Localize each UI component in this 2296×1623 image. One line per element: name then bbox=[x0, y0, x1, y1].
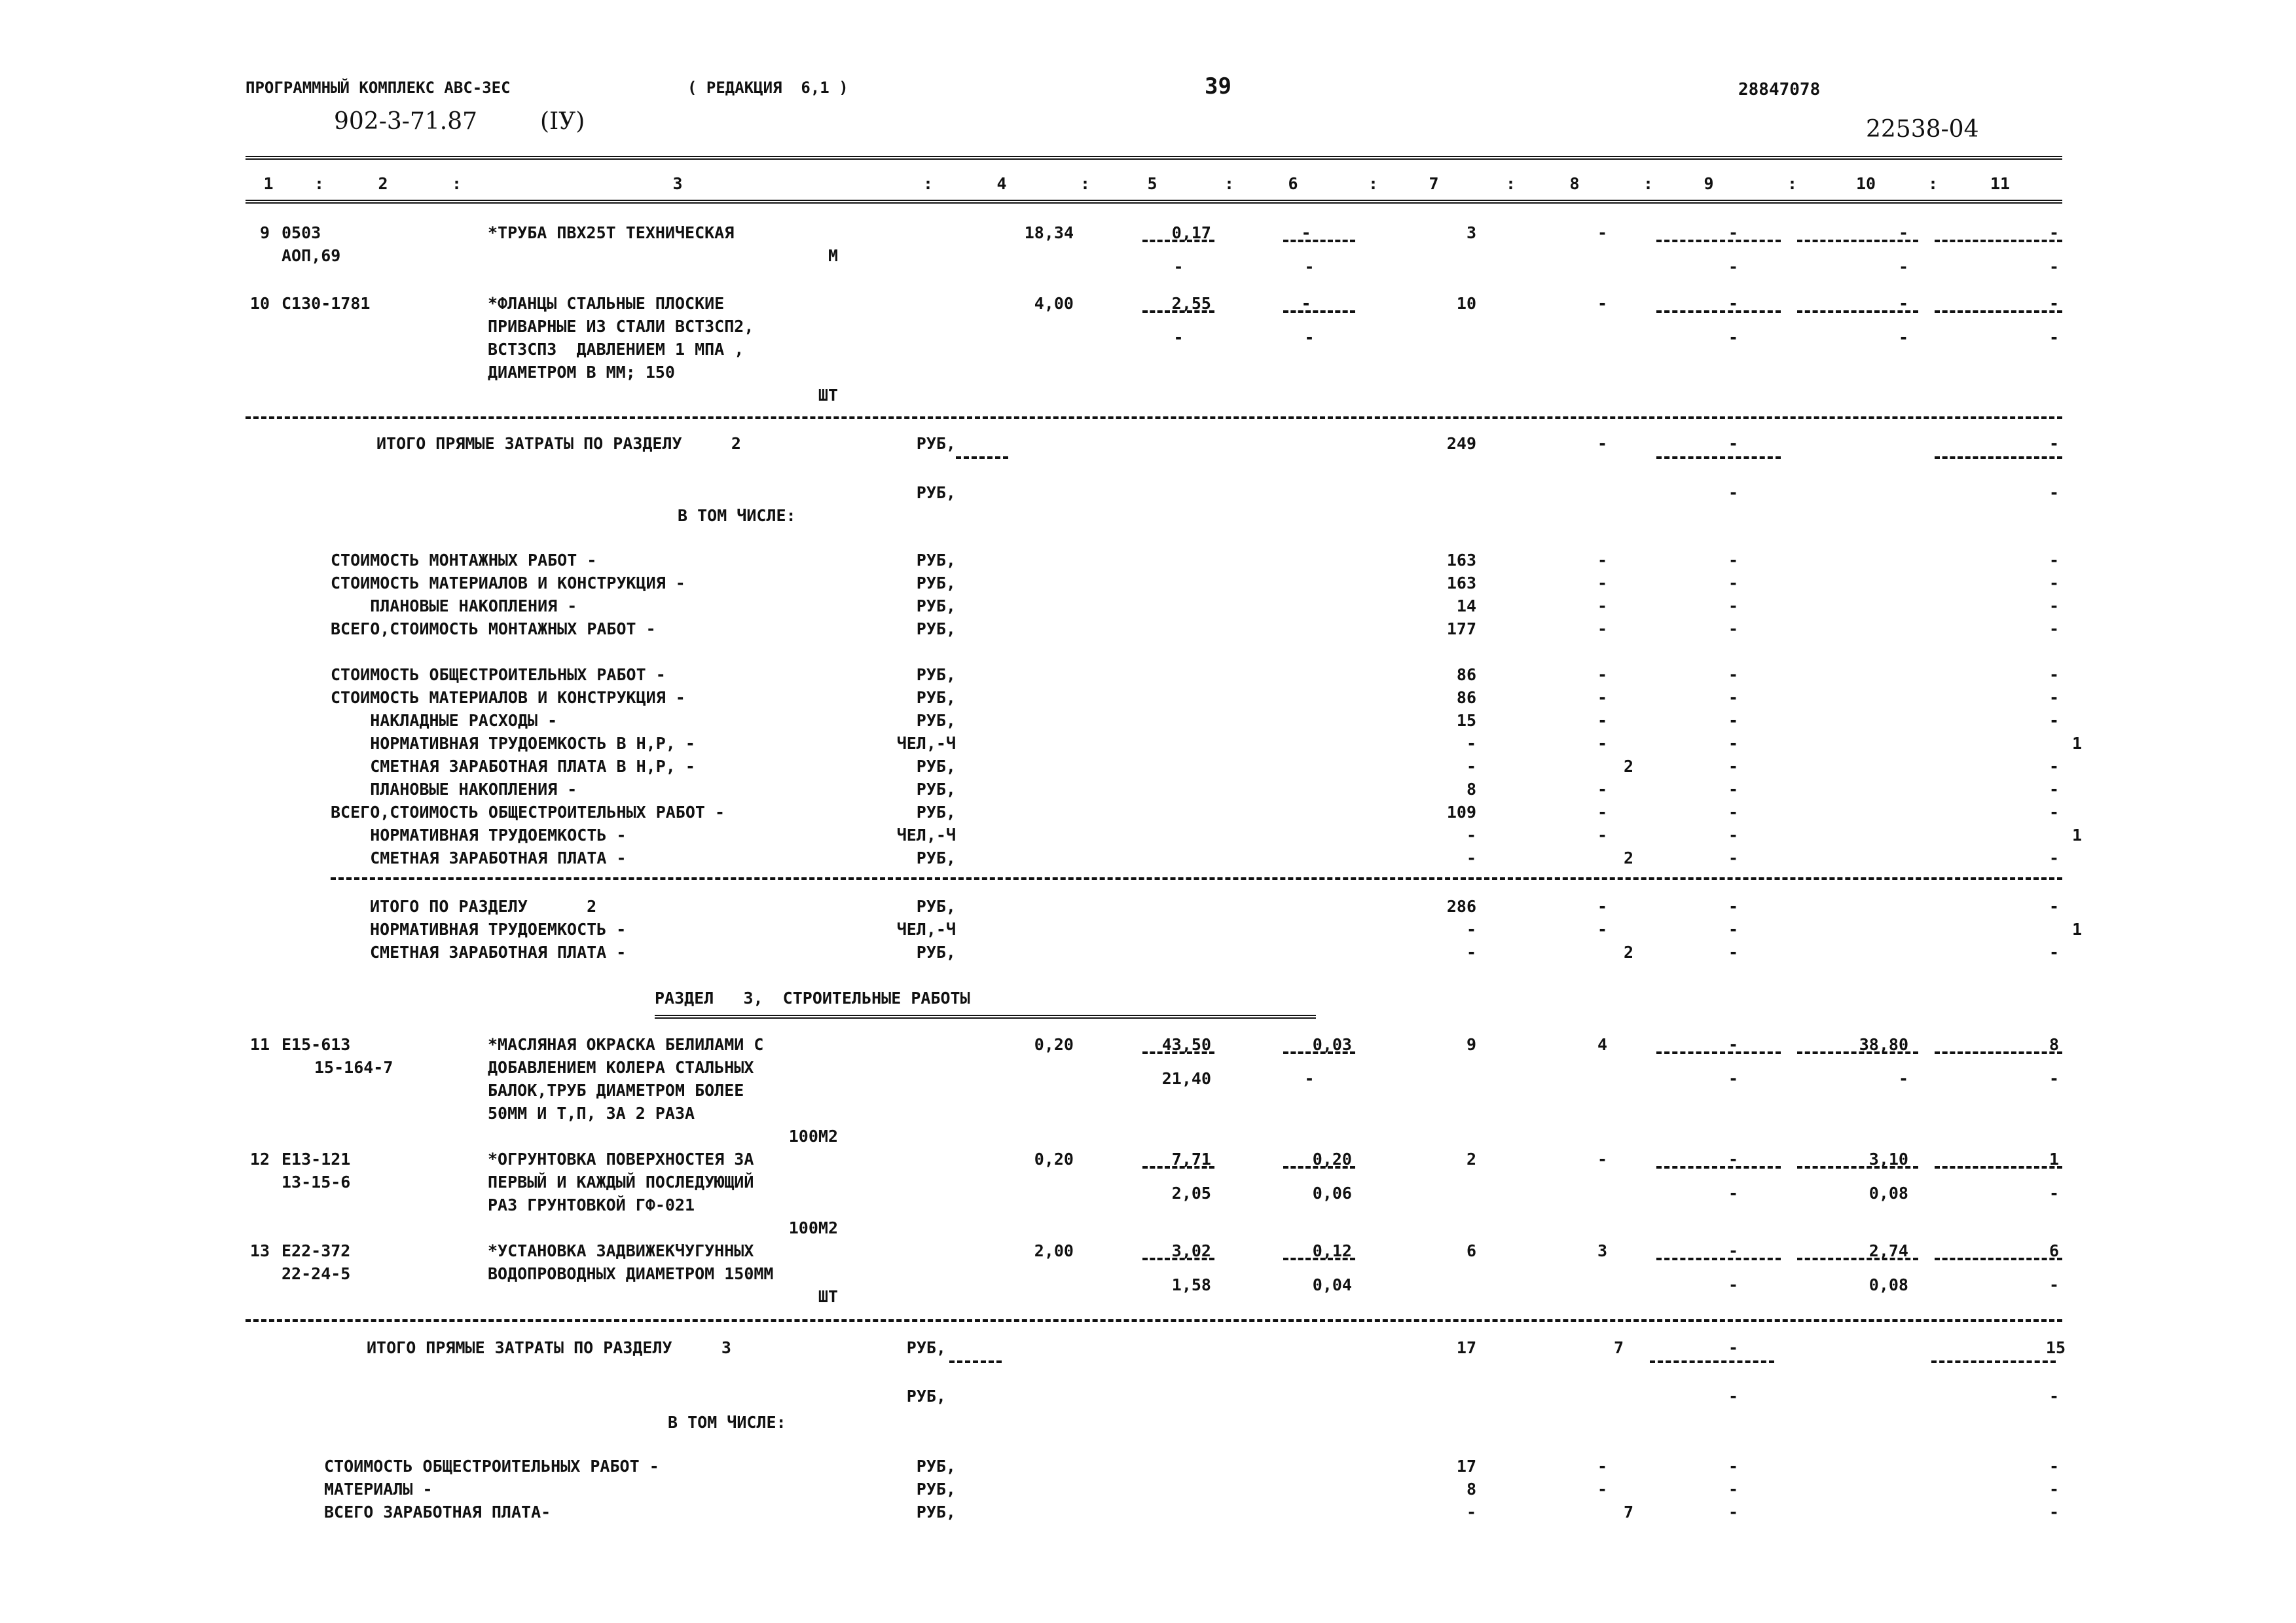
item-9-desc: *ТРУБА ПВХ25Т ТЕХНИЧЕСКАЯ bbox=[488, 223, 735, 242]
section2-row-unit: РУБ, bbox=[916, 780, 956, 799]
section2-incl-label: В ТОМ ЧИСЛЕ: bbox=[678, 506, 796, 525]
section2-row-c9: - bbox=[1728, 734, 1738, 753]
item-13-c6b: 0,04 bbox=[1312, 1275, 1352, 1294]
header-rule-bottom bbox=[246, 200, 2062, 204]
column-separator: : bbox=[1506, 174, 1516, 193]
item-10-c9a: - bbox=[1728, 294, 1738, 313]
section2-summary-unit: РУБ, bbox=[916, 897, 956, 916]
section3-row-c11: - bbox=[2049, 1480, 2059, 1499]
section3-total-c11: 15 bbox=[2045, 1338, 2066, 1357]
section2-row-c7: 14 bbox=[1456, 596, 1476, 615]
item-9-c9b: - bbox=[1728, 257, 1738, 276]
section2-summary-c7: - bbox=[1466, 920, 1476, 939]
section3-row-c8: - bbox=[1597, 1457, 1607, 1476]
section2-row-unit: РУБ, bbox=[916, 848, 956, 867]
item-9-unit: М bbox=[828, 246, 838, 265]
section3-total-unit2: РУБ, bbox=[906, 1387, 946, 1406]
section3-row-c11: - bbox=[2049, 1503, 2059, 1522]
item-10-desc: ПРИВАРНЫЕ ИЗ СТАЛИ ВСТ3СП2, bbox=[488, 317, 754, 336]
section2-row-c9: - bbox=[1728, 596, 1738, 615]
section2-total-unit2: РУБ, bbox=[916, 483, 956, 502]
item-10-c11b: - bbox=[2049, 328, 2059, 347]
item-12-unit: 100М2 bbox=[788, 1218, 838, 1237]
section2-row-c9: - bbox=[1728, 551, 1738, 570]
cell-divider bbox=[1935, 456, 2062, 459]
section2-row-c9: - bbox=[1728, 688, 1738, 707]
section2-row-c9: - bbox=[1728, 574, 1738, 593]
section2-summary-rule bbox=[331, 877, 2062, 880]
item-11-c11a: 8 bbox=[2049, 1035, 2059, 1054]
column-separator: : bbox=[452, 174, 462, 193]
item-13-qty: 2,00 bbox=[1034, 1241, 1074, 1260]
item-9-c10b: - bbox=[1898, 257, 1908, 276]
column-separator: : bbox=[1368, 174, 1379, 193]
item-13-c9a: - bbox=[1728, 1241, 1738, 1260]
section2-row-c7: 177 bbox=[1446, 619, 1476, 638]
item-9-c5a: 0,17 bbox=[1171, 223, 1211, 242]
item-13-c5b: 1,58 bbox=[1171, 1275, 1211, 1294]
section2-row-c8: - bbox=[1597, 551, 1607, 570]
item-9-c8: - bbox=[1597, 223, 1607, 242]
cell-divider bbox=[1935, 1051, 2062, 1054]
item-9-c5b: - bbox=[1173, 257, 1184, 276]
item-12-c11b: - bbox=[2049, 1184, 2059, 1203]
section2-row-label: НАКЛАДНЫЕ РАСХОДЫ - bbox=[331, 711, 558, 730]
item-13-c5a: 3,02 bbox=[1171, 1241, 1211, 1260]
section2-row-c7: 15 bbox=[1456, 711, 1476, 730]
item-12-c11a: 1 bbox=[2049, 1150, 2059, 1169]
item-12-c10a: 3,10 bbox=[1868, 1150, 1908, 1169]
column-header: 8 bbox=[1569, 174, 1580, 193]
cell-divider bbox=[1931, 1360, 2056, 1363]
section2-row-c11: - bbox=[2049, 596, 2059, 615]
column-header: 2 bbox=[378, 174, 388, 193]
section2-summary-unit: РУБ, bbox=[916, 943, 956, 962]
column-header: 7 bbox=[1429, 174, 1439, 193]
section2-row-c8: - bbox=[1597, 596, 1607, 615]
section2-row-label: СТОИМОСТЬ МАТЕРИАЛОВ И КОНСТРУКЦИЯ - bbox=[331, 574, 685, 593]
section2-row-c8: 2 bbox=[1623, 848, 1633, 867]
item-10-c11a: - bbox=[2049, 294, 2059, 313]
item-12-c10b: 0,08 bbox=[1868, 1184, 1908, 1203]
item-11-c5a: 43,50 bbox=[1161, 1035, 1211, 1054]
section2-row-unit: РУБ, bbox=[916, 711, 956, 730]
section3-total-c9: - bbox=[1728, 1338, 1738, 1357]
cell-divider bbox=[949, 1360, 1002, 1363]
section2-row-label: СМЕТНАЯ ЗАРАБОТНАЯ ПЛАТА - bbox=[331, 848, 627, 867]
section2-row-c7: 163 bbox=[1446, 551, 1476, 570]
section2-row-c7: - bbox=[1466, 734, 1476, 753]
section2-row-c7: 8 bbox=[1466, 780, 1476, 799]
section2-row-label: СТОИМОСТЬ МОНТАЖНЫХ РАБОТ - bbox=[331, 551, 597, 570]
item-9-c11b: - bbox=[2049, 257, 2059, 276]
section3-row-unit: РУБ, bbox=[916, 1503, 956, 1522]
section2-total-c8: - bbox=[1597, 434, 1607, 453]
section2-row-c11: - bbox=[2049, 780, 2059, 799]
section2-row-c9: - bbox=[1728, 619, 1738, 638]
column-separator: : bbox=[1080, 174, 1091, 193]
section3-row-c7: - bbox=[1466, 1503, 1476, 1522]
cell-divider bbox=[1797, 1258, 1918, 1260]
section3-row-label: ВСЕГО ЗАРАБОТНАЯ ПЛАТА- bbox=[324, 1503, 551, 1522]
section2-row-c9: - bbox=[1728, 757, 1738, 776]
section3-row-c7: 17 bbox=[1456, 1457, 1476, 1476]
section2-row-label: ВСЕГО,СТОИМОСТЬ ОБЩЕСТРОИТЕЛЬНЫХ РАБОТ - bbox=[331, 803, 725, 822]
item-10-num: 10 bbox=[249, 294, 270, 313]
item-10-desc: ДИАМЕТРОМ В ММ; 150 bbox=[488, 363, 675, 382]
column-separator: : bbox=[314, 174, 325, 193]
item-10-c10a: - bbox=[1898, 294, 1908, 313]
section2-row-c8: - bbox=[1597, 619, 1607, 638]
section2-row-c11: - bbox=[2049, 574, 2059, 593]
section3-items-rule bbox=[246, 1319, 2062, 1322]
section2-total-c11: - bbox=[2049, 434, 2059, 453]
section3-row-c9: - bbox=[1728, 1480, 1738, 1499]
section2-summary-c7: 286 bbox=[1446, 897, 1476, 916]
item-12-c7: 2 bbox=[1466, 1150, 1476, 1169]
item-10-c5a: 2,55 bbox=[1171, 294, 1211, 313]
section2-summary-label: ИТОГО ПО РАЗДЕЛУ 2 bbox=[370, 897, 597, 916]
header-rule-top bbox=[246, 156, 2062, 160]
item-13-c10b: 0,08 bbox=[1868, 1275, 1908, 1294]
item-9-c11a: - bbox=[2049, 223, 2059, 242]
item-10-desc: *ФЛАНЦЫ СТАЛЬНЫЕ ПЛОСКИЕ bbox=[488, 294, 725, 313]
cell-divider bbox=[956, 456, 1008, 459]
item-12-c6b: 0,06 bbox=[1312, 1184, 1352, 1203]
section2-row-c11: - bbox=[2049, 711, 2059, 730]
section3-row-label: СТОИМОСТЬ ОБЩЕСТРОИТЕЛЬНЫХ РАБОТ - bbox=[324, 1457, 659, 1476]
section3-row-c8: - bbox=[1597, 1480, 1607, 1499]
section2-row-label: СТОИМОСТЬ МАТЕРИАЛОВ И КОНСТРУКЦИЯ - bbox=[331, 688, 685, 707]
section2-summary-c8: - bbox=[1597, 897, 1607, 916]
item-12-desc: ПЕРВЫЙ И КАЖДЫЙ ПОСЛЕДУЮЩИЙ bbox=[488, 1173, 754, 1192]
section2-total-c9b: - bbox=[1728, 483, 1738, 502]
section3-row-c9: - bbox=[1728, 1503, 1738, 1522]
section2-row-c8: - bbox=[1597, 734, 1607, 753]
section2-row-unit: ЧЕЛ,-Ч bbox=[896, 826, 956, 845]
item-11-c9b: - bbox=[1728, 1069, 1738, 1088]
section2-row-c11: - bbox=[2049, 848, 2059, 867]
item-11-qty: 0,20 bbox=[1034, 1035, 1074, 1054]
item-9-c6b: - bbox=[1304, 257, 1315, 276]
cell-divider bbox=[1935, 1166, 2062, 1169]
item-13-c11b: - bbox=[2049, 1275, 2059, 1294]
section2-row-c7: - bbox=[1466, 826, 1476, 845]
section2-row-c8: - bbox=[1597, 665, 1607, 684]
item-11-c10a: 38,80 bbox=[1859, 1035, 1908, 1054]
item-13-desc: *УСТАНОВКА ЗАДВИЖЕКЧУГУННЫХ bbox=[488, 1241, 754, 1260]
item-13-code: Е22-372 bbox=[282, 1241, 351, 1260]
section2-row-c7: - bbox=[1466, 757, 1476, 776]
section2-summary-c9: - bbox=[1728, 897, 1738, 916]
item-10-c6a: - bbox=[1301, 294, 1311, 313]
section2-row-c8: - bbox=[1597, 780, 1607, 799]
item-12-desc: *ОГРУНТОВКА ПОВЕРХНОСТЕЯ ЗА bbox=[488, 1150, 754, 1169]
section2-row-c11: - bbox=[2049, 619, 2059, 638]
section2-row-c9: - bbox=[1728, 711, 1738, 730]
item-13-c9b: - bbox=[1728, 1275, 1738, 1294]
section3-row-c8: 7 bbox=[1623, 1503, 1633, 1522]
program-name: ПРОГРАММНЫЙ КОМПЛЕКС АВС-ЗЕС bbox=[246, 79, 511, 97]
item-12-c8: - bbox=[1597, 1150, 1607, 1169]
section2-summary-c11: 1 bbox=[2071, 920, 2082, 939]
cell-divider bbox=[1656, 1051, 1781, 1054]
section2-row-unit: РУБ, bbox=[916, 757, 956, 776]
item-11-c5b: 21,40 bbox=[1161, 1069, 1211, 1088]
item-11-c6a: 0,03 bbox=[1312, 1035, 1352, 1054]
item-13-num: 13 bbox=[249, 1241, 270, 1260]
section3-row-c7: 8 bbox=[1466, 1480, 1476, 1499]
item-13-unit: ШТ bbox=[818, 1287, 838, 1306]
section2-row-label: ВСЕГО,СТОИМОСТЬ МОНТАЖНЫХ РАБОТ - bbox=[331, 619, 656, 638]
item-13-code2: 22-24-5 bbox=[282, 1264, 351, 1283]
section3-row-label: МАТЕРИАЛЫ - bbox=[324, 1480, 433, 1499]
section2-row-label: СТОИМОСТЬ ОБЩЕСТРОИТЕЛЬНЫХ РАБОТ - bbox=[331, 665, 666, 684]
item-9-c6a: - bbox=[1301, 223, 1311, 242]
item-11-c10b: - bbox=[1898, 1069, 1908, 1088]
cell-divider bbox=[1935, 1258, 2062, 1260]
item-9-c9a: - bbox=[1728, 223, 1738, 242]
item-9-code: 0503 bbox=[282, 223, 321, 242]
section2-row-unit: РУБ, bbox=[916, 665, 956, 684]
cell-divider bbox=[1142, 1166, 1214, 1169]
section2-summary-c7: - bbox=[1466, 943, 1476, 962]
section2-row-c11: - bbox=[2049, 803, 2059, 822]
item-11-c7: 9 bbox=[1466, 1035, 1476, 1054]
section2-summary-label: НОРМАТИВНАЯ ТРУДОЕМКОСТЬ - bbox=[370, 920, 627, 939]
section2-row-unit: РУБ, bbox=[916, 803, 956, 822]
column-header: 5 bbox=[1147, 174, 1157, 193]
column-header: 6 bbox=[1288, 174, 1298, 193]
section2-row-c7: 109 bbox=[1446, 803, 1476, 822]
section3-row-c9: - bbox=[1728, 1457, 1738, 1476]
section3-row-c11: - bbox=[2049, 1457, 2059, 1476]
section3-title: РАЗДЕЛ 3, СТРОИТЕЛЬНЫЕ РАБОТЫ bbox=[655, 989, 970, 1008]
section2-row-c7: - bbox=[1466, 848, 1476, 867]
item-9-code2: АОП,69 bbox=[282, 246, 341, 265]
item-12-num: 12 bbox=[249, 1150, 270, 1169]
column-header: 10 bbox=[1855, 174, 1876, 193]
item-11-num: 11 bbox=[249, 1035, 270, 1054]
item-13-c6a: 0,12 bbox=[1312, 1241, 1352, 1260]
item-11-c6b: - bbox=[1304, 1069, 1315, 1088]
item-10-unit: ШТ bbox=[818, 386, 838, 405]
item-12-c5a: 7,71 bbox=[1171, 1150, 1211, 1169]
sheet-code: 22538-04 bbox=[1866, 116, 1979, 143]
column-separator: : bbox=[1643, 174, 1654, 193]
column-header: 11 bbox=[1990, 174, 2011, 193]
section2-row-c7: 86 bbox=[1456, 688, 1476, 707]
item-10-c10b: - bbox=[1898, 328, 1908, 347]
column-header: 1 bbox=[263, 174, 274, 193]
section2-row-c11: - bbox=[2049, 665, 2059, 684]
item-11-desc: БАЛОК,ТРУБ ДИАМЕТРОМ БОЛЕЕ bbox=[488, 1081, 744, 1100]
item-11-code: Е15-613 bbox=[282, 1035, 351, 1054]
section2-row-c8: - bbox=[1597, 574, 1607, 593]
cell-divider bbox=[1656, 310, 1781, 313]
item-12-c9b: - bbox=[1728, 1184, 1738, 1203]
cell-divider bbox=[1656, 240, 1781, 242]
cell-divider bbox=[1935, 310, 2062, 313]
cell-divider bbox=[1656, 456, 1781, 459]
item-9-qty: 18,34 bbox=[1024, 223, 1074, 242]
item-12-code: Е13-121 bbox=[282, 1150, 351, 1169]
cell-divider bbox=[1142, 310, 1214, 313]
section3-incl-label: В ТОМ ЧИСЛЕ: bbox=[668, 1413, 786, 1432]
section2-row-c7: 86 bbox=[1456, 665, 1476, 684]
section2-row-unit: РУБ, bbox=[916, 688, 956, 707]
section2-summary-c11: - bbox=[2049, 943, 2059, 962]
cell-divider bbox=[1797, 240, 1918, 242]
section2-total-c11b: - bbox=[2049, 483, 2059, 502]
item-12-desc: РАЗ ГРУНТОВКОЙ ГФ-021 bbox=[488, 1195, 695, 1214]
section2-row-label: НОРМАТИВНАЯ ТРУДОЕМКОСТЬ В Н,Р, - bbox=[331, 734, 695, 753]
section2-total-c7: 249 bbox=[1446, 434, 1476, 453]
section2-row-unit: РУБ, bbox=[916, 551, 956, 570]
column-header: 3 bbox=[672, 174, 683, 193]
cell-divider bbox=[1650, 1360, 1774, 1363]
item-10-c9b: - bbox=[1728, 328, 1738, 347]
column-separator: : bbox=[923, 174, 934, 193]
item-13-c8: 3 bbox=[1597, 1241, 1607, 1260]
section2-total-unit: РУБ, bbox=[916, 434, 956, 453]
section2-summary-unit: ЧЕЛ,-Ч bbox=[896, 920, 956, 939]
item-11-c9a: - bbox=[1728, 1035, 1738, 1054]
section2-row-label: ПЛАНОВЫЕ НАКОПЛЕНИЯ - bbox=[331, 780, 577, 799]
item-12-c6a: 0,20 bbox=[1312, 1150, 1352, 1169]
section3-total-c11b: - bbox=[2049, 1387, 2059, 1406]
section2-summary-c8: - bbox=[1597, 920, 1607, 939]
cell-divider bbox=[1142, 240, 1214, 242]
section2-row-c9: - bbox=[1728, 780, 1738, 799]
section3-row-unit: РУБ, bbox=[916, 1457, 956, 1476]
section2-summary-c9: - bbox=[1728, 920, 1738, 939]
section2-row-label: СМЕТНАЯ ЗАРАБОТНАЯ ПЛАТА В Н,Р, - bbox=[331, 757, 695, 776]
section2-row-c8: - bbox=[1597, 826, 1607, 845]
item-10-qty: 4,00 bbox=[1034, 294, 1074, 313]
section2-row-c11: - bbox=[2049, 688, 2059, 707]
item-9-c10a: - bbox=[1898, 223, 1908, 242]
section2-row-c9: - bbox=[1728, 826, 1738, 845]
section3-total-c7: 17 bbox=[1456, 1338, 1476, 1357]
project-code: 902-3-71.87 bbox=[334, 108, 478, 135]
section2-row-c9: - bbox=[1728, 803, 1738, 822]
section2-items-rule bbox=[246, 416, 2062, 419]
section2-row-label: НОРМАТИВНАЯ ТРУДОЕМКОСТЬ - bbox=[331, 826, 627, 845]
section2-row-label: ПЛАНОВЫЕ НАКОПЛЕНИЯ - bbox=[331, 596, 577, 615]
item-11-desc: ДОБАВЛЕНИЕМ КОЛЕРА СТАЛЬНЫХ bbox=[488, 1058, 754, 1077]
cell-divider bbox=[1656, 1166, 1781, 1169]
section2-summary-c9: - bbox=[1728, 943, 1738, 962]
item-11-desc: 50ММ И Т,П, ЗА 2 РАЗА bbox=[488, 1104, 695, 1123]
section2-row-c7: 163 bbox=[1446, 574, 1476, 593]
section3-total-label: ИТОГО ПРЯМЫЕ ЗАТРАТЫ ПО РАЗДЕЛУ 3 bbox=[367, 1338, 731, 1357]
item-12-c5b: 2,05 bbox=[1171, 1184, 1211, 1203]
cell-divider bbox=[1797, 1166, 1918, 1169]
item-10-desc: ВСТ3СП3 ДАВЛЕНИЕМ 1 МПА , bbox=[488, 340, 744, 359]
volume-mark: (IУ) bbox=[540, 108, 585, 135]
item-9-c7: 3 bbox=[1466, 223, 1476, 242]
section3-title-underline bbox=[655, 1015, 1316, 1019]
section2-row-c8: - bbox=[1597, 711, 1607, 730]
section2-row-c8: - bbox=[1597, 688, 1607, 707]
item-12-qty: 0,20 bbox=[1034, 1150, 1074, 1169]
item-13-c7: 6 bbox=[1466, 1241, 1476, 1260]
section3-row-unit: РУБ, bbox=[916, 1480, 956, 1499]
section3-total-unit: РУБ, bbox=[906, 1338, 946, 1357]
column-separator: : bbox=[1787, 174, 1798, 193]
column-header: 9 bbox=[1704, 174, 1714, 193]
section2-row-c8: - bbox=[1597, 803, 1607, 822]
section2-total-c9: - bbox=[1728, 434, 1738, 453]
section2-summary-c8: 2 bbox=[1623, 943, 1633, 962]
section2-row-c11: 1 bbox=[2071, 826, 2082, 845]
item-13-desc: ВОДОПРОВОДНЫХ ДИАМЕТРОМ 150ММ bbox=[488, 1264, 774, 1283]
item-10-c7: 10 bbox=[1456, 294, 1476, 313]
section2-row-c11: - bbox=[2049, 757, 2059, 776]
section2-summary-label: СМЕТНАЯ ЗАРАБОТНАЯ ПЛАТА - bbox=[370, 943, 627, 962]
item-12-c9a: - bbox=[1728, 1150, 1738, 1169]
cell-divider bbox=[1656, 1258, 1781, 1260]
section2-summary-c11: - bbox=[2049, 897, 2059, 916]
column-header: 4 bbox=[996, 174, 1007, 193]
column-separator: : bbox=[1928, 174, 1939, 193]
item-13-c10a: 2,74 bbox=[1868, 1241, 1908, 1260]
cell-divider bbox=[1142, 1051, 1214, 1054]
section2-row-c9: - bbox=[1728, 848, 1738, 867]
program-edition: ( РЕДАКЦИЯ 6,1 ) bbox=[687, 79, 848, 97]
item-10-c8: - bbox=[1597, 294, 1607, 313]
item-12-code2: 13-15-6 bbox=[282, 1173, 351, 1192]
cell-divider bbox=[1142, 1258, 1214, 1260]
section2-row-c8: 2 bbox=[1623, 757, 1633, 776]
item-11-unit: 100М2 bbox=[788, 1127, 838, 1146]
item-10-c5b: - bbox=[1173, 328, 1184, 347]
section2-total-label: ИТОГО ПРЯМЫЕ ЗАТРАТЫ ПО РАЗДЕЛУ 2 bbox=[376, 434, 741, 453]
cell-divider bbox=[1935, 240, 2062, 242]
section2-row-unit: РУБ, bbox=[916, 619, 956, 638]
section3-total-c8: 7 bbox=[1613, 1338, 1624, 1357]
item-10-code: С130-1781 bbox=[282, 294, 371, 313]
section2-row-c11: 1 bbox=[2071, 734, 2082, 753]
column-separator: : bbox=[1224, 174, 1235, 193]
section2-row-unit: РУБ, bbox=[916, 596, 956, 615]
item-11-desc: *МАСЛЯНАЯ ОКРАСКА БЕЛИЛАМИ С bbox=[488, 1035, 764, 1054]
cell-divider bbox=[1797, 1051, 1918, 1054]
cell-divider bbox=[1797, 310, 1918, 313]
section2-row-unit: РУБ, bbox=[916, 574, 956, 593]
item-13-c11a: 6 bbox=[2049, 1241, 2059, 1260]
page-number: 39 bbox=[1205, 73, 1231, 100]
section2-row-unit: ЧЕЛ,-Ч bbox=[896, 734, 956, 753]
section2-row-c11: - bbox=[2049, 551, 2059, 570]
section2-row-c9: - bbox=[1728, 665, 1738, 684]
doc-number: 28847078 bbox=[1738, 80, 1821, 100]
item-11-code2: 15-164-7 bbox=[314, 1058, 393, 1077]
section3-total-c9b: - bbox=[1728, 1387, 1738, 1406]
item-9-num: 9 bbox=[259, 223, 270, 242]
item-11-c11b: - bbox=[2049, 1069, 2059, 1088]
item-11-c8: 4 bbox=[1597, 1035, 1607, 1054]
item-10-c6b: - bbox=[1304, 328, 1315, 347]
